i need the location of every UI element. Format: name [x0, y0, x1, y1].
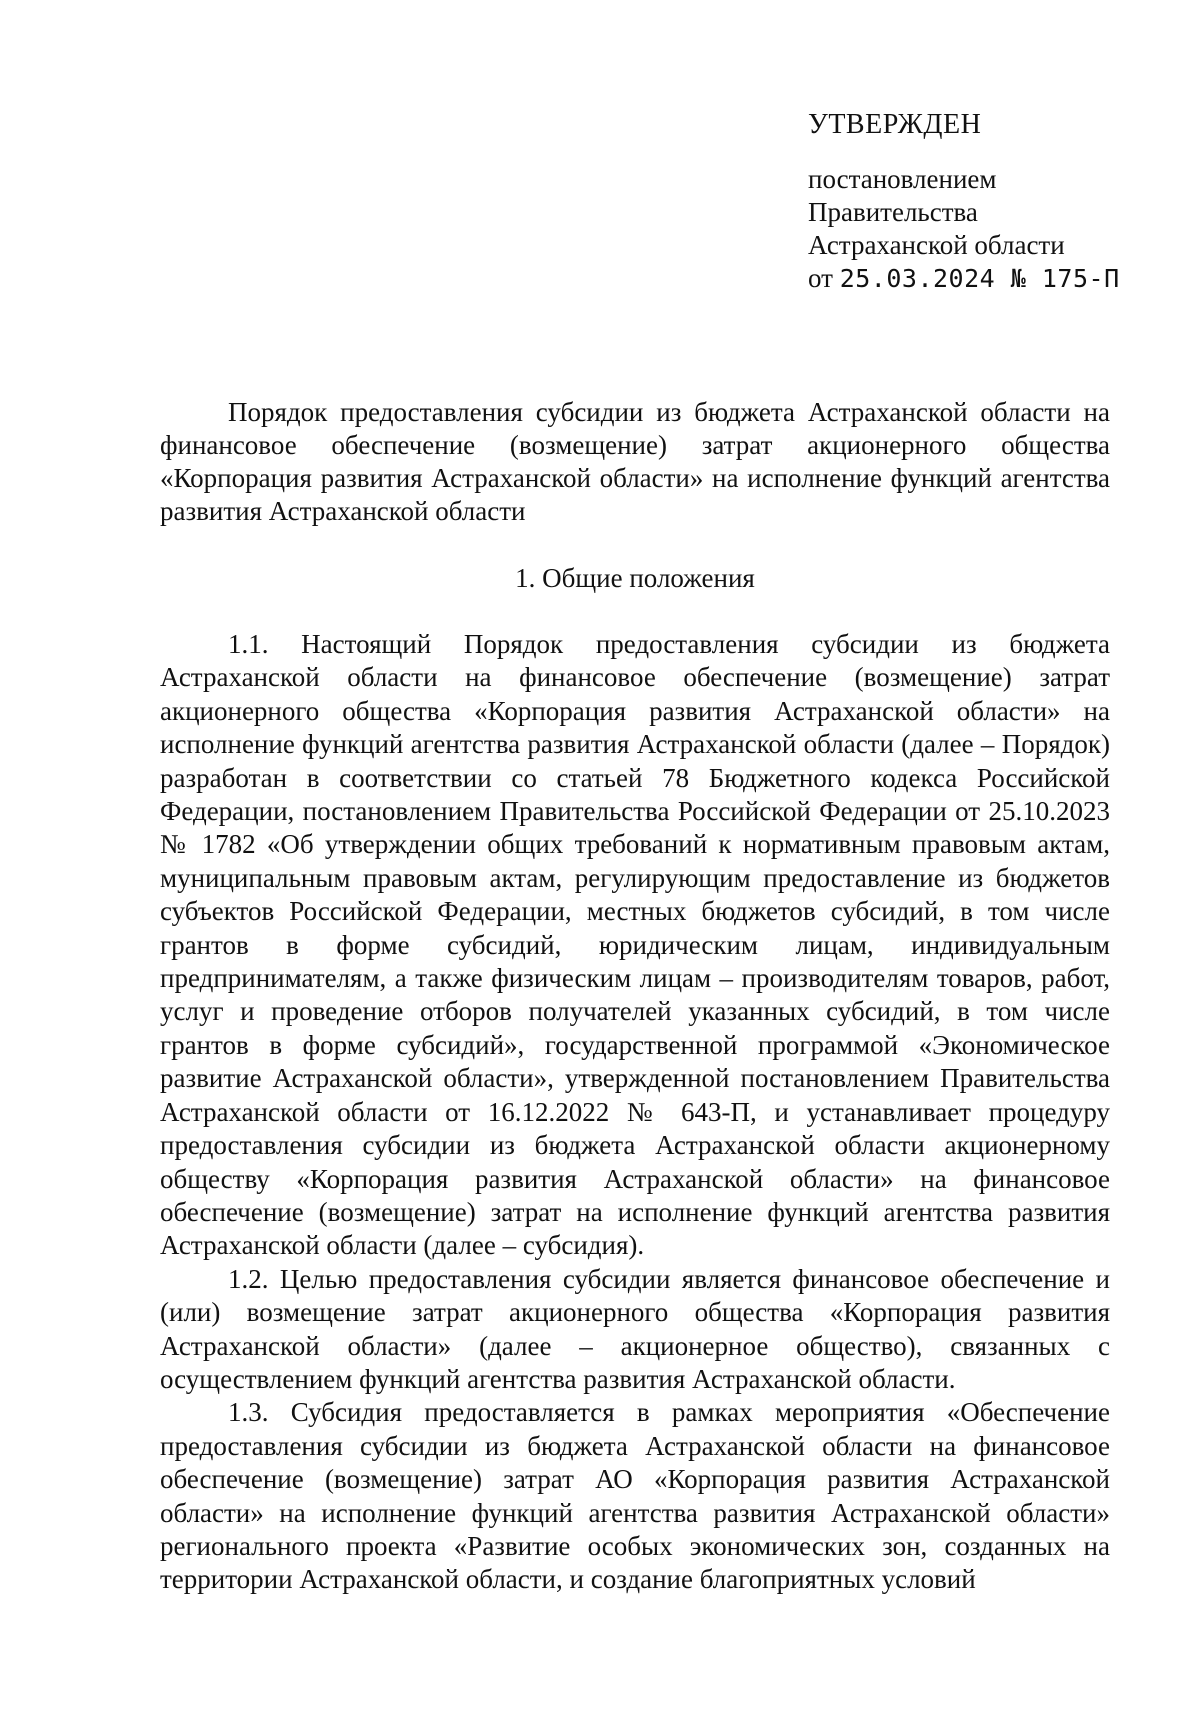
approval-date-number: 25.03.2024 № 175-П	[839, 264, 1120, 293]
approval-line-3: Астраханской области	[808, 230, 1065, 260]
document-body	[160, 628, 1110, 1597]
approval-line-2: Правительства	[808, 197, 978, 227]
paragraph-1-2: 1.2. Целью предоставления субсидии является финансовое обеспечение и (или) возмещение затрат акционерного общества «Корпорация развития Астраханской области» (далее – акционерное общество), связанных с осуществлением функций агентства развития Астраханской области.	[160, 1263, 1110, 1394]
approval-date-line	[808, 262, 1168, 295]
section-heading: 1. Общие положения	[515, 563, 755, 593]
document-title	[160, 396, 1110, 528]
paragraph-1-1: 1.1. Настоящий Порядок предоставления субсидии из бюджета Астраханской области на финансовое обеспечение (возмещение) затрат акционерного общества «Корпорация развития Астраханской области» на исполнение функций агентства развития Астраханской области (далее – Порядок) разработан в соответствии со статьей 78 Бюджетного кодекса Российской Федерации, постановлением Правительства Российской Федерации от 25.10.2023 № 1782 «Об утверждении общих требований к нормативным правовым актам, муниципальным правовым актам, регулирующим предоставление из бюджетов субъектов Российской Федерации, местных бюджетов субсидий, в том числе грантов в форме субсидий, юридическим лицам, индивидуальным предпринимателям, а также физическим лицам – производителям товаров, работ, услуг и проведение отборов получателей указанных субсидий, в том числе грантов в форме субсидий», государственной программой «Экономическое развитие Астраханской области», утвержденной постановлением Правительства Астраханской области от 16.12.2022 № 643-П, и устанавливает процедуру предоставления субсидии из бюджета Астраханской области акционерному обществу «Корпорация развития Астраханской области» на финансовое обеспечение (возмещение) затрат на исполнение функций агентства развития Астраханской области (далее – субсидия).	[160, 629, 1110, 1261]
approval-date-prefix: от	[808, 263, 833, 293]
approval-line-1: постановлением	[808, 164, 997, 194]
document-title-text: Порядок предоставления субсидии из бюджета Астраханской области на финансовое обеспечение (возмещение) затрат акционерного общества «Корпорация развития Астраханской области» на исполнение функций агентства развития Астраханской области	[160, 397, 1110, 526]
paragraph-1-3: 1.3. Субсидия предоставляется в рамках мероприятия «Обеспечение предоставления субсидии из бюджета Астраханской области на финансовое обеспечение (возмещение) затрат АО «Корпорация развития Астраханской области» на исполнение функций агентства развития Астраханской области» регионального проекта «Развитие особых экономических зон, созданных на территории Астраханской области, и создание благоприятных условий	[160, 1397, 1110, 1595]
approval-stamp: УТВЕРЖДЕН	[808, 109, 982, 140]
approval-block	[808, 108, 1168, 295]
